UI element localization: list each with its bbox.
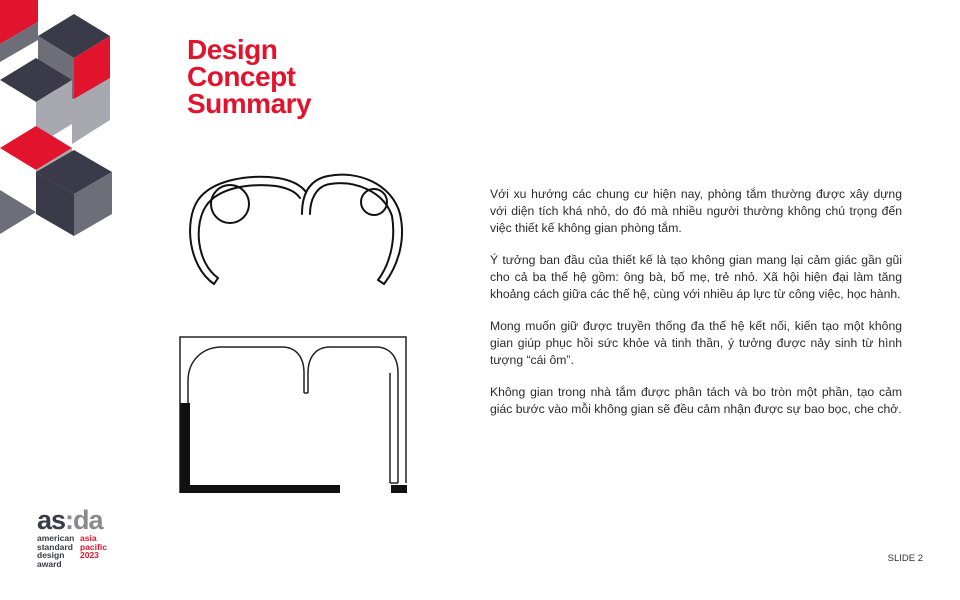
- logo-line-standard: standard: [37, 541, 73, 552]
- asda-logo: [37, 507, 137, 569]
- title-line-3: Summary: [187, 88, 312, 119]
- logo-line-design: design: [37, 550, 65, 560]
- logo-line-asia: asia: [80, 533, 97, 543]
- logo-award-name: [37, 534, 74, 568]
- title-line-2: Concept: [187, 61, 296, 92]
- paragraph-1: Với xu hướng các chung cư hiện nay, phòng tắm thường được xây dựng với diện tích khá nhỏ, do đó mà nhiều người thường không chú trọng đến việc thiết kế không gian phòng tắm.: [490, 187, 902, 235]
- logo-mark-da: da: [73, 505, 103, 535]
- logo-line-year: 2023: [80, 550, 99, 560]
- paragraph-2: Ý tưởng ban đầu của thiết kế là tạo không gian mang lại cảm giác gần gũi cho cả ba thế hệ gồm: ông bà, bố mẹ, trẻ nhỏ. Xã hội hiện đại làm tăng khoảng cách giữa các thế hệ, cùng với nhiều áp lực từ công việc, học hành.: [490, 253, 902, 301]
- logo-line-award: award: [37, 558, 62, 569]
- page-title: [187, 36, 311, 117]
- concept-description: [490, 186, 902, 433]
- logo-line-american: american: [37, 533, 75, 543]
- asda-logo-mark: [37, 507, 103, 534]
- cube-pattern-decoration: [0, 0, 115, 240]
- slide-number: SLIDE 2: [887, 553, 923, 564]
- bathroom-floor-plan: [176, 333, 412, 497]
- logo-mark-as: as: [37, 505, 66, 535]
- hug-concept-sketch: [178, 166, 418, 296]
- title-line-1: Design: [187, 34, 278, 65]
- logo-mark-colon: :: [65, 505, 74, 535]
- paragraph-3: Mong muốn giữ được truyền thống đa thế hệ kết nối, kiến tạo một không gian giúp phục hồi sức khỏe và tinh thần, ý tưởng được nảy sinh từ hình tượng “cái ôm”.: [490, 319, 902, 367]
- logo-region-year: [80, 534, 107, 560]
- logo-line-pacific: pacific: [80, 541, 107, 552]
- paragraph-4: Không gian trong nhà tắm được phân tách và bo tròn một phần, tạo cảm giác bước vào mỗi không gian sẽ đều cảm nhận được sự bao bọc, che chở.: [490, 385, 902, 416]
